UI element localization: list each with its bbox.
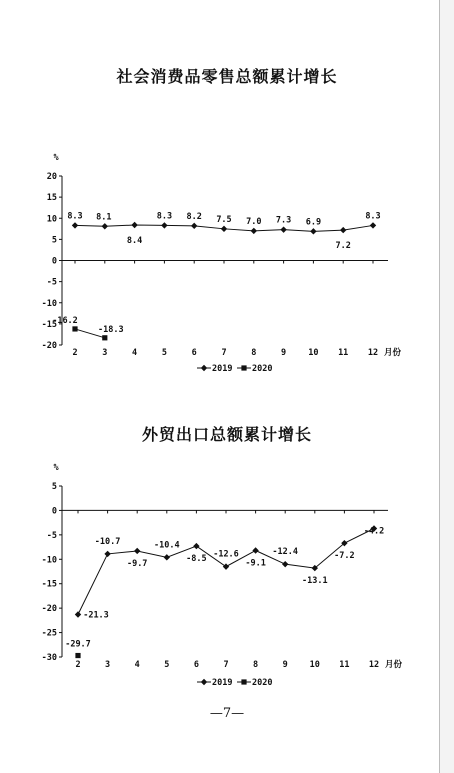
legend-2020-marker [241, 679, 246, 684]
x-tick-label: 3 [105, 660, 111, 670]
x-tick-label: 6 [191, 348, 197, 358]
chart-2-title: 外贸出口总额累计增长 [141, 425, 312, 444]
x-tick-label: 10 [309, 660, 320, 670]
y-tick-label: 0 [51, 506, 57, 517]
legend-2019-label: 2019 [212, 678, 233, 688]
y-tick-label: -5 [46, 277, 57, 288]
series-2019-point [282, 561, 288, 567]
x-tick-label: 4 [134, 660, 140, 670]
series-2019-line [78, 529, 374, 615]
series-2019-point [134, 548, 140, 554]
data-label-2019: -12.4 [272, 547, 298, 558]
legend-2019-label: 2019 [212, 364, 233, 374]
series-2020-point [75, 653, 80, 658]
data-label-2019: 8.4 [126, 236, 143, 247]
data-label-2019: 8.3 [67, 211, 83, 222]
y-tick-label: -25 [41, 628, 57, 639]
x-tick-label: 8 [253, 660, 259, 670]
data-label-2019: 7.0 [246, 216, 262, 227]
series-2019-point [223, 563, 229, 569]
data-label-2019: 7.2 [335, 241, 351, 252]
data-label-2019: -9.1 [245, 558, 266, 569]
x-tick-label: 3 [102, 348, 108, 358]
x-tick-label: 8 [251, 348, 257, 358]
series-2019-point [164, 554, 170, 560]
x-tick-label: 9 [282, 660, 288, 670]
y-tick-label: -5 [46, 530, 57, 541]
x-axis-suffix-label: 月份 [384, 348, 402, 358]
y-tick-label: -20 [41, 341, 57, 351]
y-tick-label: 5 [51, 482, 57, 492]
y-tick-label: -20 [41, 604, 57, 615]
data-label-2019: 8.3 [156, 211, 173, 222]
data-label-2019: -4.2 [363, 526, 385, 537]
y-axis-unit-label: % [53, 153, 59, 163]
x-tick-label: 4 [132, 348, 138, 358]
y-tick-label: 15 [46, 193, 57, 204]
legend-2019-marker [201, 679, 207, 685]
series-2019-point [193, 543, 199, 549]
data-label-2020: -18.3 [98, 324, 124, 335]
x-tick-label: 11 [339, 660, 350, 670]
x-tick-label: 2 [75, 660, 81, 670]
x-tick-label: 11 [338, 348, 349, 358]
data-label-2019: -12.6 [213, 549, 239, 560]
y-tick-label: -30 [41, 653, 57, 663]
legend-2020-label: 2020 [252, 364, 273, 374]
x-tick-label: 10 [308, 348, 319, 358]
series-2019-point [75, 611, 81, 617]
x-tick-label: 7 [221, 348, 227, 358]
page-number: —7— [209, 706, 245, 721]
data-label-2019: 8.3 [365, 211, 381, 222]
y-axis-unit-label: % [53, 463, 59, 473]
data-label-2020: -16.2 [52, 315, 78, 326]
data-label-2020: -29.7 [65, 639, 91, 650]
chart-1-title: 社会消费品零售总额累计增长 [116, 67, 338, 86]
y-tick-label: 5 [51, 235, 57, 246]
series-2019-point [104, 551, 110, 557]
data-label-2019: 7.3 [275, 215, 292, 226]
y-tick-label: 0 [51, 256, 57, 267]
series-2019-point [252, 547, 258, 553]
x-tick-label: 7 [223, 660, 229, 670]
data-label-2019: -9.7 [126, 558, 148, 569]
y-tick-label: 20 [46, 172, 57, 182]
data-label-2019: 6.9 [305, 217, 322, 228]
x-tick-label: 5 [161, 348, 167, 358]
data-label-2019: 7.5 [216, 214, 232, 225]
data-label-2019: -8.5 [186, 554, 207, 565]
y-tick-label: -10 [41, 298, 57, 309]
data-label-2019: 8.2 [186, 211, 202, 222]
y-tick-label: -15 [41, 319, 57, 330]
data-label-2019: -13.1 [302, 576, 328, 587]
y-tick-label: 10 [46, 214, 57, 225]
data-label-2019: 8.1 [96, 212, 112, 223]
data-label-2019: -10.4 [154, 540, 180, 551]
x-tick-label: 9 [281, 348, 287, 358]
x-axis-suffix-label: 月份 [385, 660, 403, 670]
data-label-2019: -7.2 [334, 551, 355, 562]
x-tick-label: 2 [72, 348, 78, 358]
data-label-2019: -10.7 [94, 536, 121, 547]
x-tick-label: 12 [367, 348, 379, 358]
legend-2020-label: 2020 [252, 678, 273, 688]
x-tick-label: 12 [368, 660, 380, 670]
y-tick-label: -10 [41, 555, 57, 566]
data-label-2019: -21.3 [83, 610, 109, 621]
x-tick-label: 6 [193, 660, 199, 670]
x-tick-label: 5 [164, 660, 170, 670]
y-tick-label: -15 [41, 579, 57, 590]
